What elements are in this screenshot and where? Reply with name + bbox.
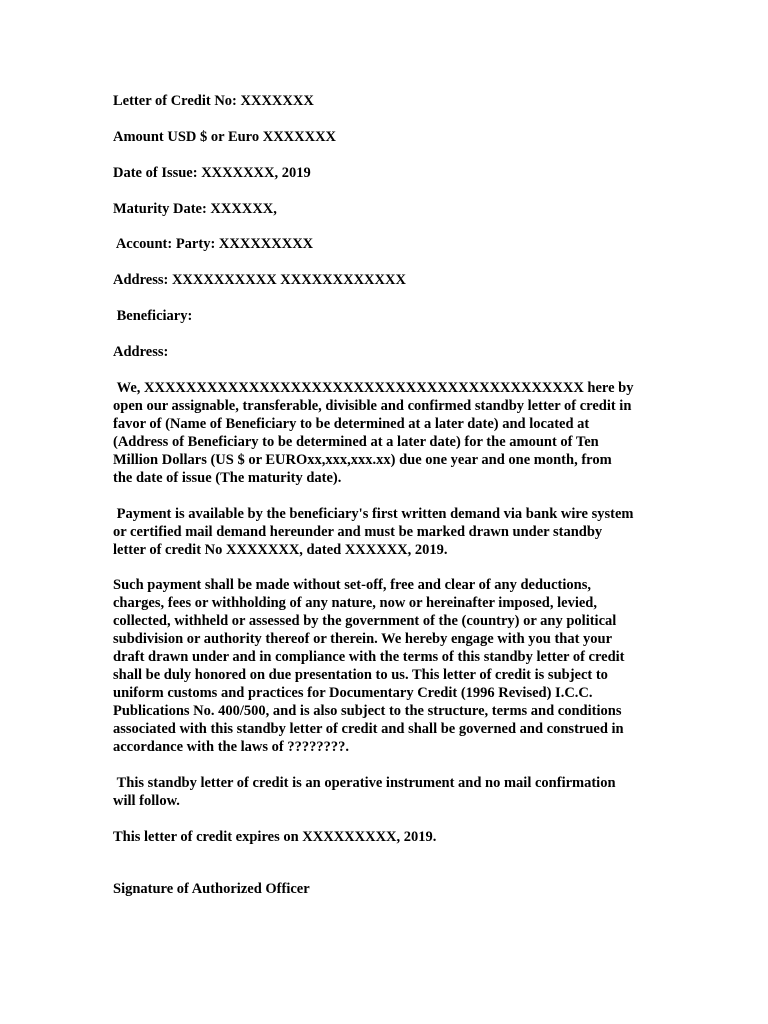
amount-line: Amount USD $ or Euro XXXXXXX [113, 129, 337, 145]
operative-instrument-paragraph: This standby letter of credit is an operative instrument and no mail confirmation will follow. [113, 775, 616, 809]
beneficiary-address-line: Address: [113, 344, 169, 360]
letter-of-credit-number: Letter of Credit No: XXXXXXX [113, 93, 314, 109]
date-of-issue-line: Date of Issue: XXXXXXX, 2019 [113, 165, 311, 181]
expiry-line: This letter of credit expires on XXXXXXXXX, 2019. [113, 829, 437, 845]
account-party-line: Account: Party: XXXXXXXXX [113, 236, 314, 252]
issuance-paragraph: We, XXXXXXXXXXXXXXXXXXXXXXXXXXXXXXXXXXXXXXXXXX here by open our assignable, transferable, divisible and confirmed standby letter of credit in favor of (Name of Beneficiary to be determined at a later date) and located at (Address of Beneficiary to be determined at a later date) for the amount of Ten Million Dollars (US $ or EUROxx,xxx,xxx.xx) due one year and one month, from the date of issue (The maturity date). [113, 380, 634, 486]
payment-paragraph: Payment is available by the beneficiary's first written demand via bank wire system or certified mail demand hereunder and must be marked drawn under standby letter of credit No XXXXXXX, dated XXXXXX, 2019. [113, 506, 634, 558]
account-address-line: Address: XXXXXXXXXX XXXXXXXXXXXX [113, 272, 406, 288]
signature-line: Signature of Authorized Officer [113, 881, 310, 897]
maturity-date-line: Maturity Date: XXXXXX, [113, 201, 277, 217]
beneficiary-line: Beneficiary: [113, 308, 193, 324]
terms-paragraph: Such payment shall be made without set-off, free and clear of any deductions, charges, fees or withholding of any nature, now or hereinafter imposed, levied, collected, withheld or assessed by the government of the (country) or any political subdivision or authority thereof or therein. We hereby engage with you that your draft drawn under and in compliance with the terms of this standby letter of credit shall be duly honored on due presentation to us. This letter of credit is subject to uniform customs and practices for Documentary Credit (1996 Revised) I.C.C. Publications No. 400/500, and is also subject to the structure, terms and conditions associated with this standby letter of credit and shall be governed and construed in accordance with the laws of ????????. [113, 577, 625, 755]
